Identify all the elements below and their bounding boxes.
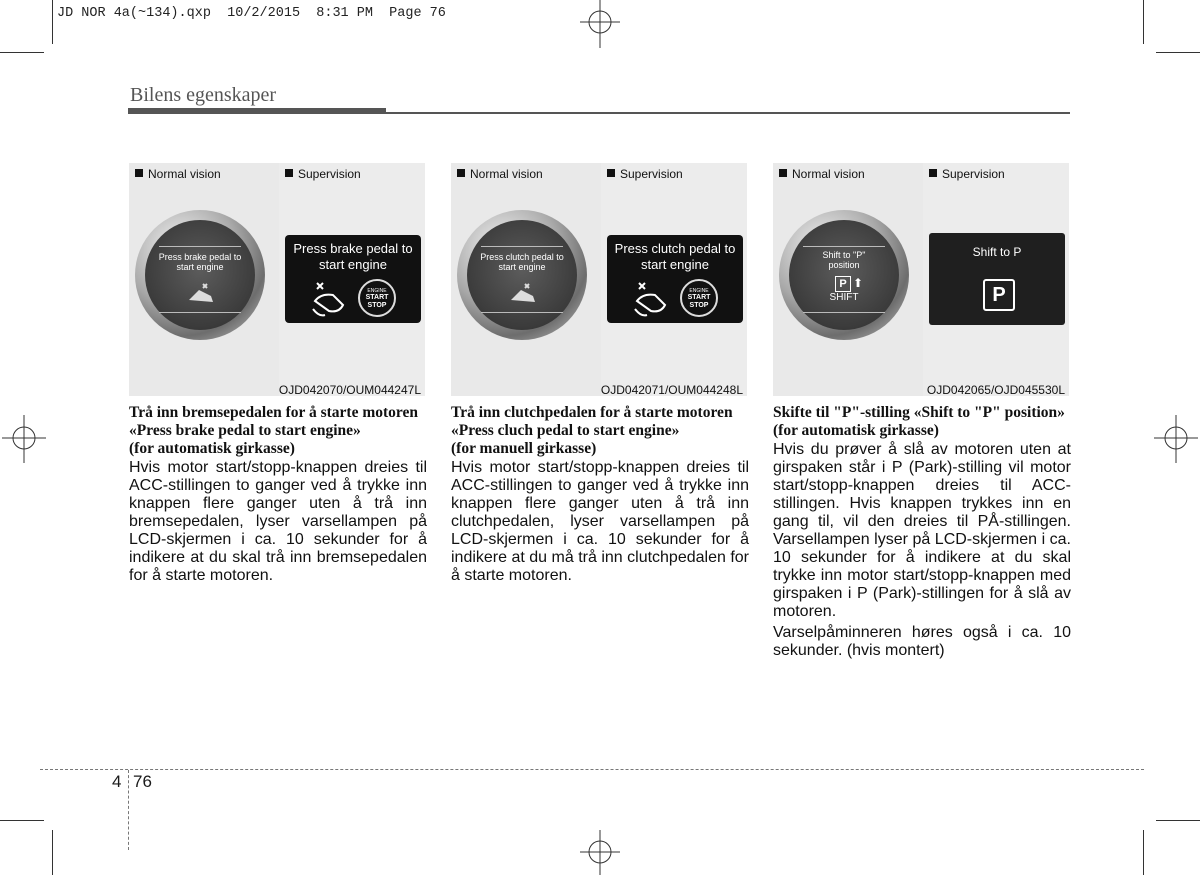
registration-mark-right (1154, 415, 1200, 465)
clutch-pedal-icon (507, 282, 539, 306)
park-icon: P (983, 279, 1015, 311)
figure-code: OJD042071/OUM044248L (600, 383, 743, 397)
figure-label: Normal vision (470, 167, 543, 181)
figure-supervision (601, 163, 747, 396)
registration-mark-bottom (578, 830, 622, 875)
figure-normal-vision (451, 163, 596, 396)
cluster-gauge (457, 210, 587, 340)
engine-start-stop-icon: ENGINE START STOP (358, 279, 396, 317)
figure-supervision (923, 163, 1069, 396)
chapter-number: 4 (112, 772, 122, 791)
registration-mark-top (578, 0, 622, 50)
cluster-gauge (135, 210, 265, 340)
cluster-gauge (779, 210, 909, 340)
column-heading: Skifte til "P"-stilling «Shift to "P" position» (for automatisk girkasse) (773, 404, 1065, 439)
figure-normal-vision (129, 163, 274, 396)
figure-label: Supervision (620, 167, 683, 181)
print-slug: JD NOR 4a(~134).qxp 10/2/2015 8:31 PM Page 76 (57, 6, 446, 21)
lcd-panel (929, 233, 1065, 325)
header-rule-thick (128, 108, 386, 114)
shift-label: SHIFT (829, 292, 859, 303)
gauge-message: Shift to "P" position (822, 250, 866, 270)
section-title: Bilens egenskaper (130, 84, 277, 106)
park-icon: P (835, 276, 851, 292)
lcd-message: Press brake pedal to start engine (293, 241, 413, 272)
lcd-message: Press clutch pedal to start engine (614, 241, 736, 272)
figure-normal-vision (773, 163, 918, 396)
lcd-panel (285, 235, 421, 323)
arrow-up-icon: ⬆ (853, 276, 864, 290)
figure-code: OJD042070/OUM044247L (278, 383, 421, 397)
gauge-message: Press clutch pedal to start engine (480, 252, 564, 272)
brake-pedal-icon (185, 282, 217, 306)
foot-pedal-icon (631, 279, 675, 319)
registration-mark-left (0, 415, 46, 465)
column-body: Hvis du prøver å slå av motoren uten at girspaken står i P (Park)-stilling vil motor start/stopp-knappen dreies til ACC-stillingen. Hvis knappen trykkes inn en gang til, vil den dreies til PÅ-stillingen. Varsellampen lyser på LCD-skjermen i ca. 10 sekunder for å indikere at du skal trykke inn motor start/stopp-knappen med girspaken i P (Park)-stillingen for å slå av motoren. Varselpåminneren høres også i ca. 10 sekunder. (hvis montert) (773, 441, 1071, 659)
footer-divider (128, 770, 129, 850)
figure-shift-to-p (773, 163, 1069, 396)
figure-label: Supervision (942, 167, 1005, 181)
figure-code: OJD042065/OJD045530L (926, 383, 1065, 397)
lcd-panel (607, 235, 743, 323)
figure-label: Normal vision (148, 167, 221, 181)
figure-brake-warning (129, 163, 425, 396)
header-rule-thin (386, 112, 1070, 114)
figure-label: Normal vision (792, 167, 865, 181)
column-heading: Trå inn bremsepedalen for å starte motoren «Press brake pedal to start engine» (for automatisk girkasse) (129, 404, 419, 457)
lcd-message: Shift to P (972, 245, 1022, 259)
figure-supervision (279, 163, 425, 396)
figure-label: Supervision (298, 167, 361, 181)
footer-rule (40, 769, 1144, 770)
gauge-message: Press brake pedal to start engine (158, 252, 242, 272)
figure-clutch-warning (451, 163, 747, 396)
column-body: Hvis motor start/stopp-knappen dreies til ACC-stillingen to ganger ved å trykke inn knappen flere ganger uten å trå inn clutchpedalen, lyser varsellampen på LCD-skjermen i ca. 10 sekunder for å indikere at du må trå inn clutchpedalen for å starte motoren. (451, 459, 749, 584)
column-body: Hvis motor start/stopp-knappen dreies til ACC-stillingen to ganger ved å trykke inn knappen flere ganger uten å trå inn bremsepedalen, lyser varsellampen på LCD-skjermen i ca. 10 sekunder for å indikere at du skal trå inn bremsepedalen for å starte motoren. (129, 459, 427, 584)
foot-pedal-icon (309, 279, 353, 319)
page-number: 76 (133, 772, 152, 791)
column-heading: Trå inn clutchpedalen for å starte motoren «Press cluch pedal to start engine» (for manuell girkasse) (451, 404, 733, 457)
engine-start-stop-icon: ENGINE START STOP (680, 279, 718, 317)
